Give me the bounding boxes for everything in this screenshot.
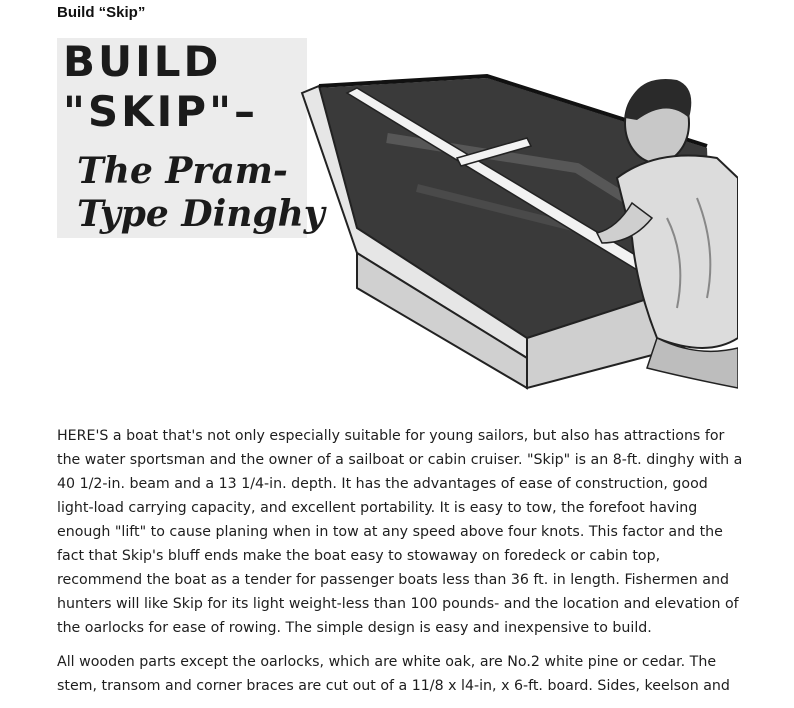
article-body (57, 424, 747, 708)
article-paragraph-2: All wooden parts except the oarlocks, which are white oak, are No.2 white pine or cedar. The stem, transom and corner braces are cut out of a 11/8 x l4-in, x 6-ft. board. Sides, keelson and (57, 654, 730, 694)
headline-skip: "SKIP"– (63, 87, 258, 136)
headline-build: BUILD (63, 38, 222, 86)
article-paragraph-1: HERE'S a boat that's not only especially suitable for young sailors, but also has attractions for the water sportsman and the owner of a sailboat or cabin cruiser. "Skip" is an 8-ft. dinghy with a 40 1/2-in. beam and a 13 1/4-in. depth. It has the advantages of ease of construction, good light-load carrying capacity, and excellent portability. It is easy to tow, the forefoot having enough "lift" to cause planing when in tow at any speed above four knots. This factor and the fact that Skip's bluff ends make the boat easy to stowaway on foredeck or cabin top, recommend the boat as a tender for passenger boats less than 36 ft. in length. Fishermen and hunters will like Skip for its light weight-less than 100 pounds- and the location and elevation of the oarlocks for ease of rowing. The simple design is easy and inexpensive to build. (57, 428, 743, 636)
document-title: Build “Skip” (57, 4, 146, 21)
dinghy-illustration (57, 38, 738, 398)
headline-pram: The Pram- (77, 150, 288, 192)
headline-dinghy: Type Dinghy (77, 193, 325, 235)
dinghy-illustration-svg (57, 38, 738, 398)
